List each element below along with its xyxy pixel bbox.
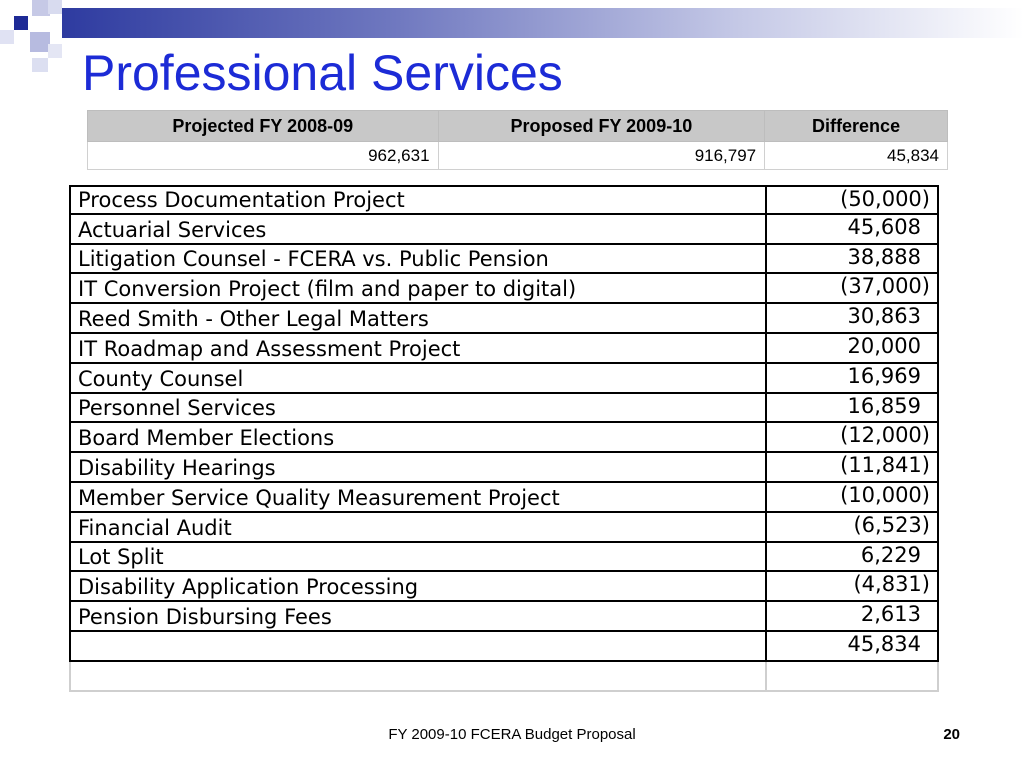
total-value: 45,834 [847,631,921,656]
slide-title: Professional Services [82,45,563,101]
row-value: 6,229 [860,542,921,567]
row-value-cell [767,215,939,243]
table-row [69,602,939,632]
corner-square-light [48,0,62,14]
summary-header-row [88,111,948,142]
row-value-cell [767,394,939,422]
detail-table [69,185,939,692]
row-value: (50,000) [840,187,930,211]
row-value-cell [767,543,939,571]
total-label-cell [69,632,767,660]
row-label: Financial Audit [69,513,767,541]
summary-value-row [88,142,948,170]
row-label: Board Member Elections [69,423,767,451]
table-row [69,483,939,513]
row-label: Litigation Counsel - FCERA vs. Public Pension [69,245,767,273]
row-value: 45,608 [847,214,921,239]
row-label: County Counsel [69,364,767,392]
summary-value-proposed: 916,797 [438,142,765,170]
row-label: Actuarial Services [69,215,767,243]
row-label: IT Conversion Project (film and paper to digital) [69,274,767,302]
corner-square-mid [30,32,50,52]
summary-header-proposed: Proposed FY 2009-10 [438,111,765,142]
row-value: (4,831) [853,572,930,597]
row-label: Pension Disbursing Fees [69,602,767,630]
row-value-cell [767,513,939,541]
row-value-cell [767,187,939,213]
corner-square-dark [14,16,28,30]
row-label: Lot Split [69,543,767,571]
row-value-cell [767,334,939,362]
row-value: (10,000) [840,482,930,507]
table-row [69,304,939,334]
summary-value-difference: 45,834 [765,142,948,170]
row-value: (6,523) [853,512,930,537]
row-value: 16,859 [847,393,921,418]
row-value: (12,000) [840,423,930,448]
blank-label-cell [69,662,767,690]
blank-value-cell [767,662,939,690]
table-row [69,364,939,394]
row-value-cell [767,453,939,481]
row-value: 16,969 [847,363,921,388]
blank-row [69,662,939,692]
table-row [69,513,939,543]
table-row [69,394,939,424]
row-value-cell [767,423,939,451]
summary-table [87,110,948,170]
table-row [69,453,939,483]
row-label: Disability Hearings [69,453,767,481]
row-value-cell [767,274,939,302]
page-number: 20 [943,726,960,743]
table-row [69,274,939,304]
table-row [69,245,939,275]
table-row [69,423,939,453]
corner-square-faint [48,44,62,58]
row-value-cell [767,483,939,511]
row-label: Member Service Quality Measurement Project [69,483,767,511]
summary-value-projected: 962,631 [88,142,439,170]
row-value: 30,863 [847,304,921,329]
row-value-cell [767,364,939,392]
total-row [69,632,939,662]
row-value: 38,888 [847,244,921,269]
row-value-cell [767,602,939,630]
summary-header-projected: Projected FY 2008-09 [88,111,439,142]
row-label: Process Documentation Project [69,187,767,213]
total-value-cell [767,632,939,660]
header-gradient-bar [62,8,1024,38]
summary-header-difference: Difference [765,111,948,142]
row-label: IT Roadmap and Assessment Project [69,334,767,362]
table-row [69,215,939,245]
table-row [69,334,939,364]
table-row [69,543,939,573]
row-value-cell [767,572,939,600]
row-label: Reed Smith - Other Legal Matters [69,304,767,332]
row-value-cell [767,245,939,273]
corner-square-faint [32,58,48,72]
row-label: Disability Application Processing [69,572,767,600]
row-value: (11,841) [840,453,930,478]
row-value: (37,000) [840,274,930,299]
row-label: Personnel Services [69,394,767,422]
row-value-cell [767,304,939,332]
footer-text: FY 2009-10 FCERA Budget Proposal [388,726,636,743]
row-value: 2,613 [860,602,921,627]
corner-square-faint [0,30,14,44]
table-row [69,185,939,215]
table-row [69,572,939,602]
row-value: 20,000 [847,333,921,358]
